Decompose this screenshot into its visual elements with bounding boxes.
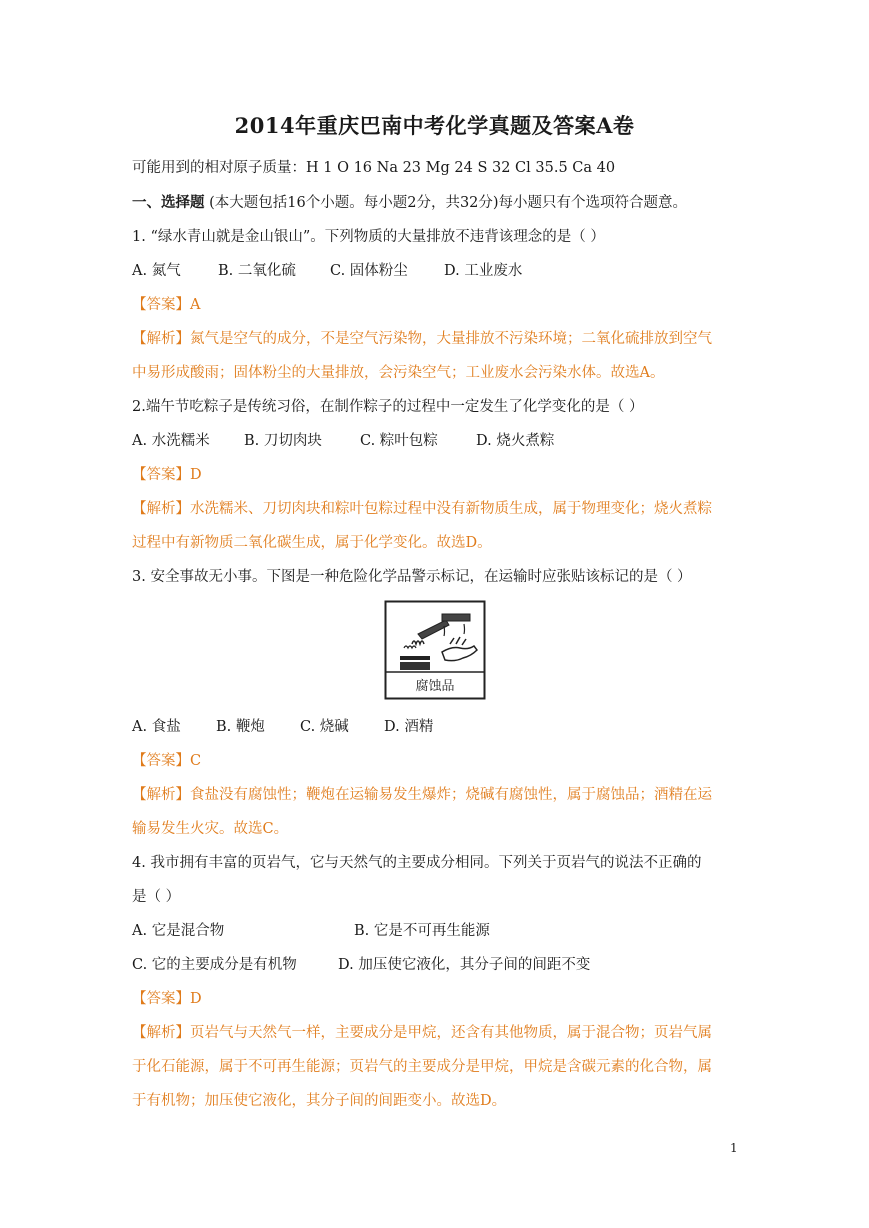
option-c: C. 烧碱	[300, 719, 349, 735]
atomic-masses: 可能用到的相对原子质量：H 1 O 16 Na 23 Mg 24 S 32 Cl 35.5 Ca 40	[132, 160, 616, 176]
question-4-stem-line-1: 4. 我市拥有丰富的页岩气，它与天然气的主要成分相同。下列关于页岩气的说法不正确的	[132, 855, 702, 871]
sign-label: 腐蚀品	[415, 679, 455, 694]
option-c: C. 固体粉尘	[330, 263, 408, 279]
question-2-analysis-line-2: 过程中有新物质二氧化碳生成，属于化学变化。故选D。	[132, 535, 492, 551]
option-b: B. 它是不可再生能源	[354, 923, 490, 939]
option-a: A. 它是混合物	[132, 923, 225, 939]
option-a: A. 氮气	[132, 263, 181, 279]
question-1-answer: 【答案】A	[132, 297, 201, 313]
option-c: C. 粽叶包粽	[360, 433, 438, 449]
page-title: 2014年重庆巴南中考化学真题及答案A卷	[234, 113, 635, 138]
question-2-stem: 2.端午节吃粽子是传统习俗，在制作粽子的过程中一定发生了化学变化的是（ ）	[132, 399, 644, 415]
question-4-options-row-1	[132, 921, 742, 941]
question-1-analysis-line-1: 【解析】氮气是空气的成分，不是空气污染物，大量排放不污染环境；二氧化硫排放到空气	[132, 331, 712, 347]
option-c: C. 它的主要成分是有机物	[132, 957, 297, 973]
option-d: D. 酒精	[384, 719, 434, 735]
option-d: D. 加压使它液化，其分子间的间距不变	[338, 957, 591, 973]
question-3-analysis-line-1: 【解析】食盐没有腐蚀性；鞭炮在运输易发生爆炸；烧碱有腐蚀性，属于腐蚀品；酒精在运	[132, 787, 712, 803]
question-1-options	[132, 261, 742, 281]
question-1-analysis-line-2: 中易形成酸雨；固体粉尘的大量排放，会污染空气；工业废水会污染水体。故选A。	[132, 365, 665, 381]
page-number: 1	[730, 1141, 738, 1155]
question-1-stem: 1. “绿水青山就是金山银山”。下列物质的大量排放不违背该理念的是（ ）	[132, 229, 605, 245]
question-4-options-row-2	[132, 955, 742, 975]
question-4-stem-line-2: 是（ ）	[132, 889, 181, 905]
option-b: B. 鞭炮	[216, 719, 265, 735]
question-3-options	[132, 717, 742, 737]
option-b: B. 二氧化硫	[218, 263, 296, 279]
question-4-analysis-line-3: 于有机物；加压使它液化，其分子间的间距变小。故选D。	[132, 1093, 507, 1109]
option-a: A. 水洗糯米	[132, 433, 210, 449]
question-4-answer: 【答案】D	[132, 991, 202, 1007]
section-heading: 一、选择题	[132, 194, 205, 211]
option-d: D. 工业废水	[444, 263, 523, 279]
question-4-analysis-line-1: 【解析】页岩气与天然气一样，主要成分是甲烷，还含有其他物质，属于混合物；页岩气属	[132, 1025, 712, 1041]
question-3-answer: 【答案】C	[132, 753, 202, 769]
option-b: B. 刀切肉块	[244, 433, 322, 449]
question-2-answer: 【答案】D	[132, 467, 202, 483]
question-3-stem: 3. 安全事故无小事。下图是一种危险化学品警示标记，在运输时应张贴该标记的是（ ）	[132, 569, 692, 585]
question-4-analysis-line-2: 于化石能源，属于不可再生能源；页岩气的主要成分是甲烷，甲烷是含碳元素的化合物，属	[132, 1059, 712, 1075]
section-header	[132, 193, 742, 213]
option-a: A. 食盐	[132, 719, 181, 735]
question-2-options	[132, 431, 742, 451]
question-2-analysis-line-1: 【解析】水洗糯米、刀切肉块和粽叶包粽过程中没有新物质生成，属于物理变化；烧火煮粽	[132, 501, 712, 517]
question-3-analysis-line-2: 输易发生火灾。故选C。	[132, 821, 289, 837]
section-description: (本大题包括16个小题。每小题2分，共32分)每小题只有个选项符合题意。	[209, 195, 688, 211]
corrosive-warning-sign	[384, 600, 486, 700]
option-d: D. 烧火煮粽	[476, 433, 555, 449]
